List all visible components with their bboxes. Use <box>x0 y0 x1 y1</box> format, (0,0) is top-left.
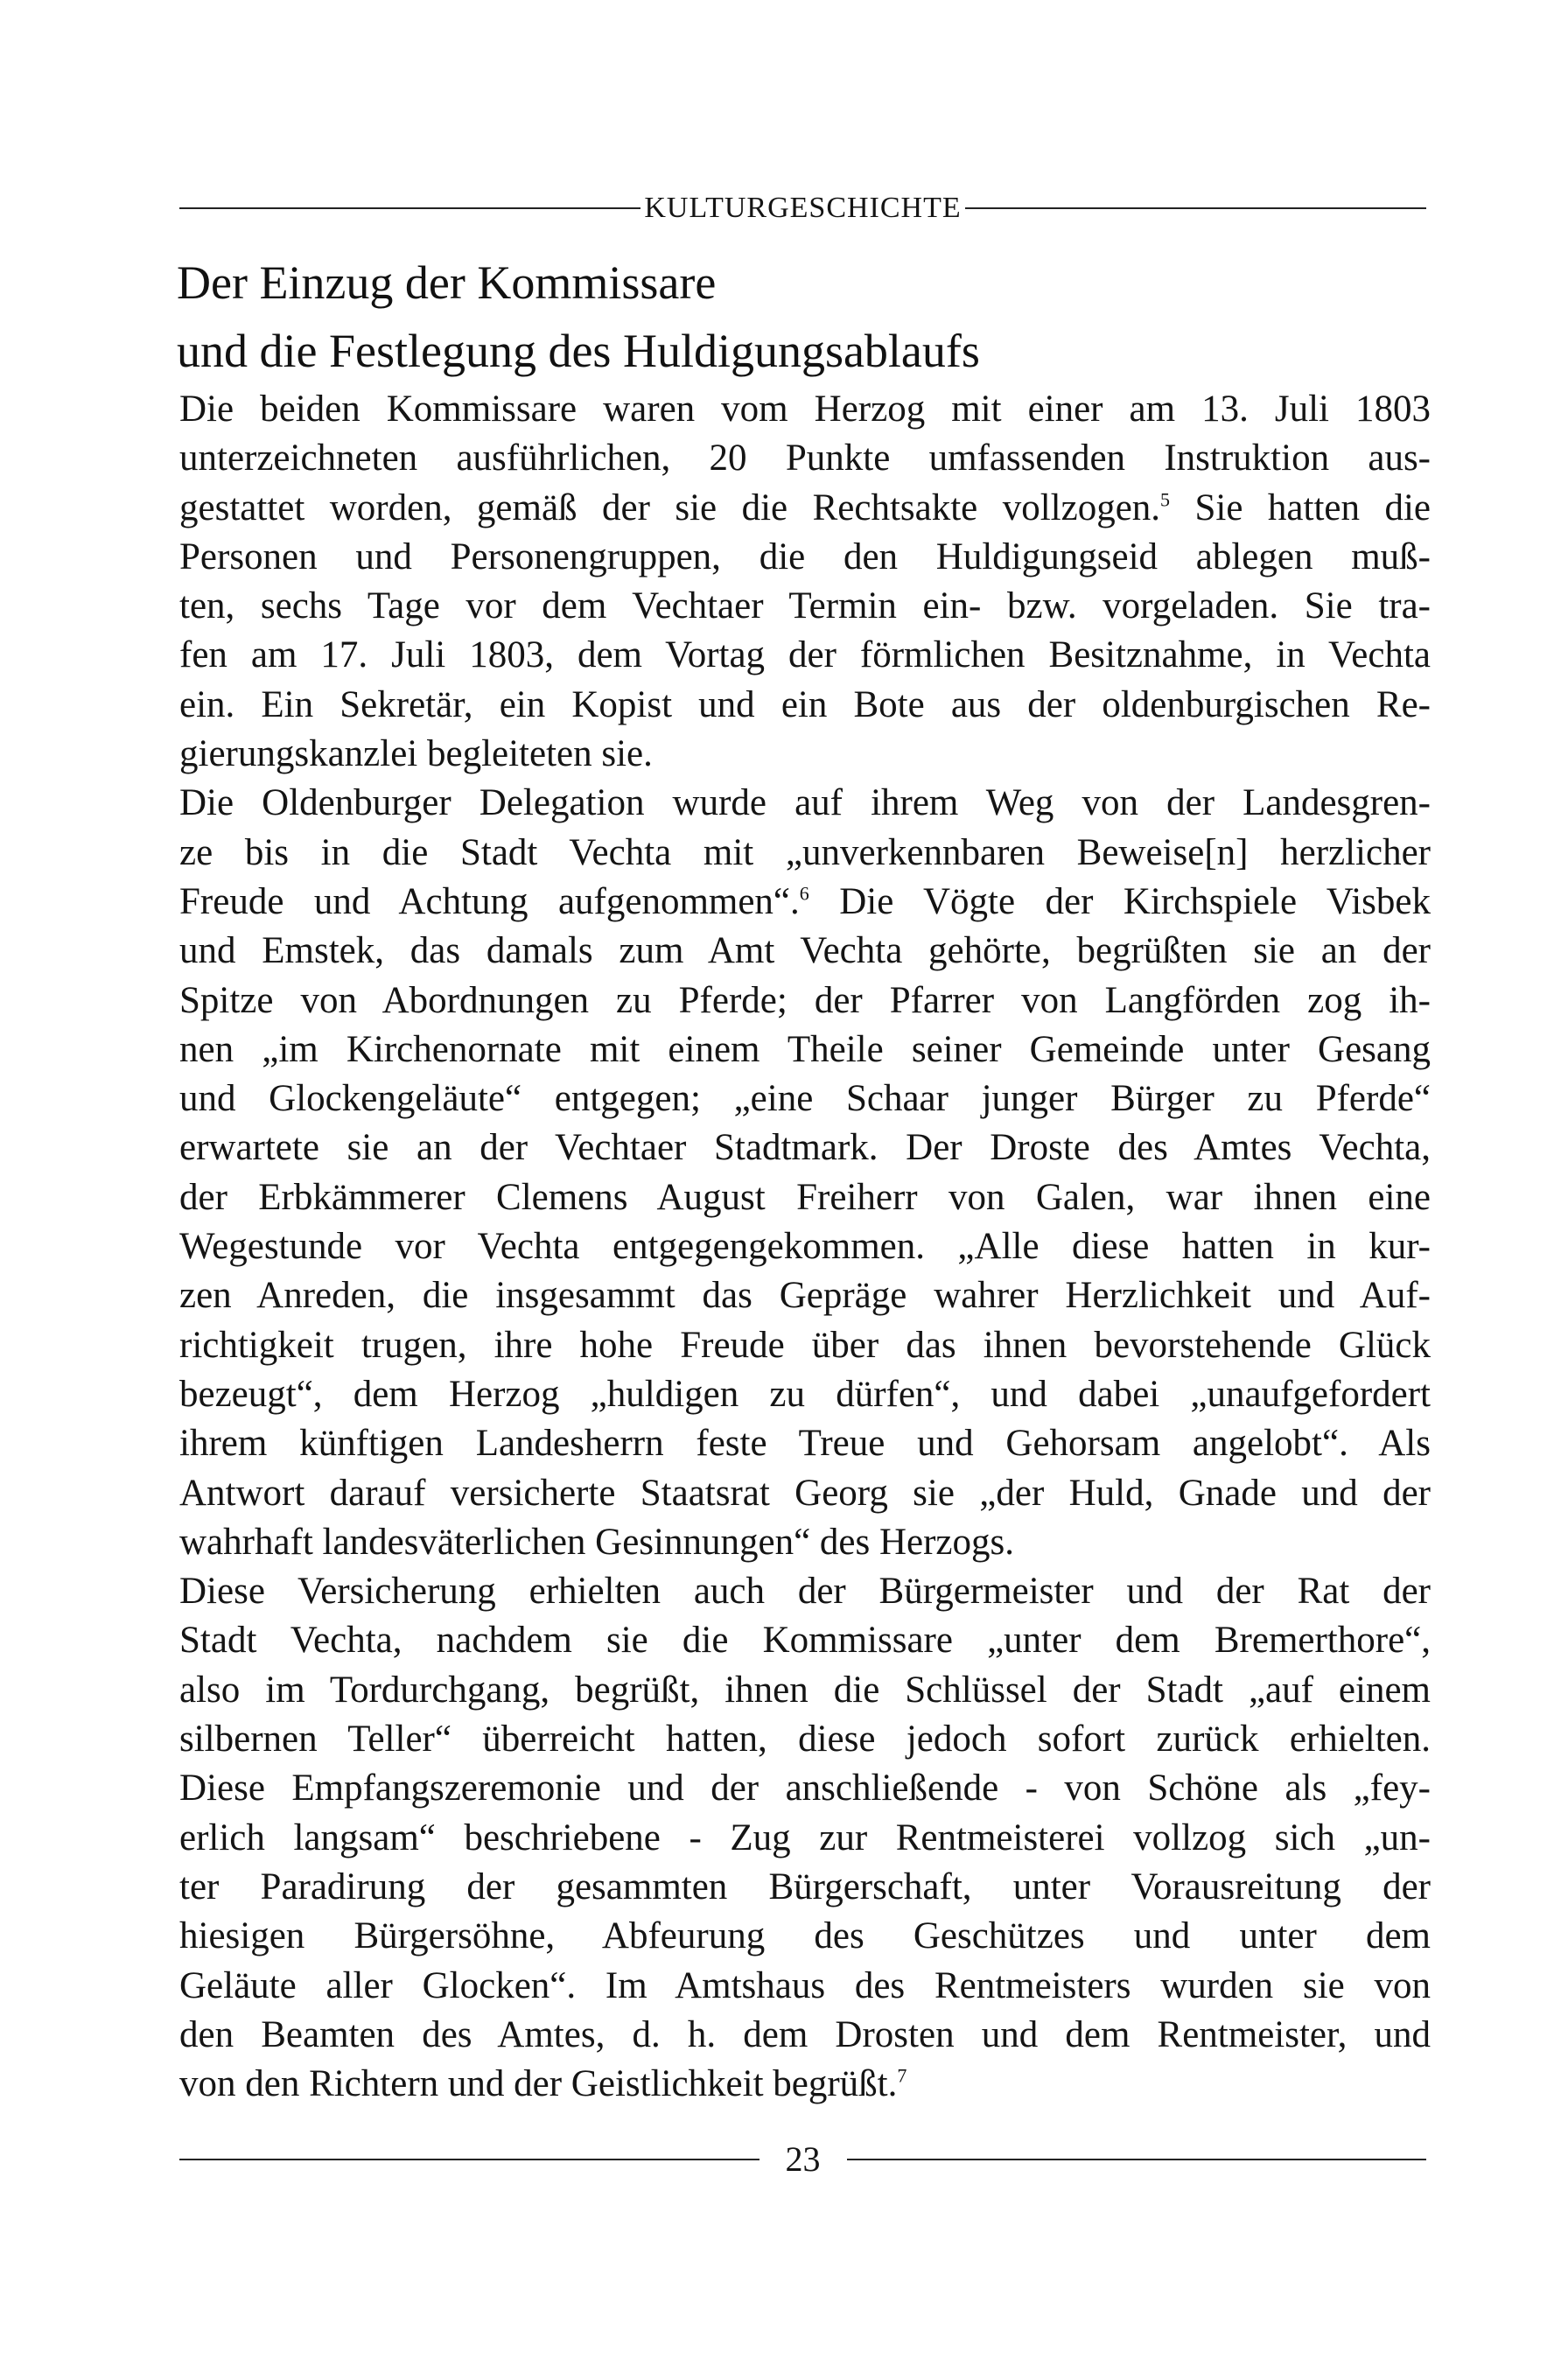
text-line <box>179 1863 1431 1912</box>
line-text: Diese Empfangszeremonie und der anschließende - von Schöne als „fey- <box>179 1768 1431 1810</box>
text-line <box>179 681 1431 730</box>
line-text: gestattet worden, gemäß der sie die Rechtsakte vollzogen. <box>179 486 1161 528</box>
line-text: unterzeichneten ausführlichen, 20 Punkte umfassenden Instruktion aus- <box>179 438 1431 480</box>
page-footer <box>179 2133 1426 2186</box>
line-text: nen „im Kirchenornate mit einem Theile seiner Gemeinde unter Gesang <box>179 1028 1431 1070</box>
line-text: ein. Ein Sekretär, ein Kopist und ein Bote aus der oldenburgischen Re- <box>179 683 1431 725</box>
text-line <box>179 582 1431 631</box>
line-text: ter Paradirung der gesammten Bürgerschaft, unter Vorausreitung der <box>179 1866 1431 1908</box>
line-text: richtigkeit trugen, ihre hohe Freude über das ihnen bevorstehende Glück <box>179 1324 1431 1366</box>
text-line <box>179 1962 1431 2011</box>
text-line <box>179 2060 1431 2109</box>
text-line <box>179 1173 1431 1222</box>
text-line <box>179 385 1431 434</box>
footnote-marker: 7 <box>897 2064 907 2087</box>
line-text-continued: Sie hatten die <box>1170 486 1431 528</box>
footer-rule-left <box>179 2159 760 2160</box>
text-line <box>179 631 1431 680</box>
line-text-continued: Die Vögte der Kirchspiele Visbek <box>808 880 1431 922</box>
line-text: ten, sechs Tage vor dem Vechtaer Termin ein- bzw. vorgeladen. Sie tra- <box>179 585 1431 627</box>
text-line <box>179 1370 1431 1419</box>
header-rule-left <box>179 207 640 209</box>
header-rule-right <box>965 207 1426 209</box>
text-line <box>179 1666 1431 1715</box>
text-line <box>179 1124 1431 1172</box>
line-text: ze bis in die Stadt Vechta mit „unverkennbaren Beweise[n] herzlicher <box>179 831 1431 873</box>
text-line <box>179 1419 1431 1468</box>
line-text: bezeugt“, dem Herzog „huldigen zu dürfen“, und dabei „unaufgefordert <box>179 1373 1431 1415</box>
text-line <box>179 1567 1431 1616</box>
text-line <box>179 1074 1431 1124</box>
line-text: Freude und Achtung aufgenommen“. <box>179 880 800 922</box>
page-number: 23 <box>785 2139 821 2179</box>
text-line <box>179 829 1431 878</box>
line-text: von den Richtern und der Geistlichkeit begrüßt. <box>179 2063 898 2105</box>
text-line <box>179 1764 1431 1813</box>
running-header <box>179 184 1426 233</box>
footer-rule-right <box>847 2159 1427 2160</box>
title-line-2: und die Festlegung des Huldigungsablaufs <box>177 325 980 377</box>
paragraph <box>179 385 1431 779</box>
line-text: Wegestunde vor Vechta entgegengekommen. „Alle diese hatten in kur- <box>179 1226 1431 1268</box>
line-text: ihrem künftigen Landesherrn feste Treue und Gehorsam angelobt“. Als <box>179 1423 1431 1465</box>
line-text: und Glockengeläute“ entgegen; „eine Schaar junger Bürger zu Pferde“ <box>179 1078 1431 1120</box>
line-text: also im Tordurchgang, begrüßt, ihnen die Schlüssel der Stadt „auf einem <box>179 1669 1431 1711</box>
line-text: Antwort darauf versicherte Staatsrat Georg sie „der Huld, Gnade und der <box>179 1472 1431 1514</box>
text-line <box>179 779 1431 828</box>
text-line <box>179 434 1431 483</box>
text-line <box>179 1715 1431 1764</box>
text-line <box>179 976 1431 1026</box>
body-text <box>179 385 1431 2109</box>
line-text: erwartete sie an der Vechtaer Stadtmark. Der Droste des Amtes Vechta, <box>179 1127 1431 1169</box>
line-text: gierungskanzlei begleiteten sie. <box>179 733 653 775</box>
text-line <box>179 1321 1431 1370</box>
line-text: der Erbkämmerer Clemens August Freiherr von Galen, war ihnen eine <box>179 1176 1431 1218</box>
section-label: KULTURGESCHICHTE <box>644 192 962 224</box>
paragraph <box>179 1567 1431 2109</box>
line-text: und Emstek, das damals zum Amt Vechta gehörte, begrüßten sie an der <box>179 930 1431 972</box>
line-text: Stadt Vechta, nachdem sie die Kommissare „unter dem Bremerthore“, <box>179 1620 1431 1662</box>
line-text: den Beamten des Amtes, d. h. dem Drosten und dem Rentmeister, und <box>179 2013 1431 2055</box>
text-line <box>179 730 1431 779</box>
text-line <box>179 1912 1431 1961</box>
text-line <box>179 878 1431 927</box>
line-text: wahrhaft landesväterlichen Gesinnungen“ des Herzogs. <box>179 1521 1014 1563</box>
text-line <box>179 1271 1431 1320</box>
text-line <box>179 1222 1431 1271</box>
text-line <box>179 1814 1431 1863</box>
footnote-marker: 6 <box>799 882 809 905</box>
text-line <box>179 1616 1431 1665</box>
line-text: Personen und Personengruppen, die den Huldigungseid ablegen muß- <box>179 536 1431 578</box>
text-line <box>179 927 1431 976</box>
text-line <box>179 533 1431 582</box>
line-text: Geläute aller Glocken“. Im Amtshaus des Rentmeisters wurden sie von <box>179 1964 1431 2006</box>
text-line <box>179 484 1431 533</box>
text-line <box>179 1469 1431 1518</box>
text-line <box>179 1518 1431 1567</box>
line-text: fen am 17. Juli 1803, dem Vortag der förmlichen Besitznahme, in Vechta <box>179 634 1431 676</box>
title-line-1: Der Einzug der Kommissare <box>177 256 717 309</box>
line-text: Die Oldenburger Delegation wurde auf ihrem Weg von der Landesgren- <box>179 782 1431 824</box>
line-text: hiesigen Bürgersöhne, Abfeurung des Geschützes und unter dem <box>179 1915 1431 1957</box>
line-text: erlich langsam“ beschriebene - Zug zur Rentmeisterei vollzog sich „un- <box>179 1816 1431 1858</box>
text-line <box>179 2011 1431 2060</box>
line-text: zen Anreden, die insgesammt das Gepräge wahrer Herzlichkeit und Auf- <box>179 1275 1431 1317</box>
article-title <box>177 248 1428 385</box>
line-text: Spitze von Abordnungen zu Pferde; der Pfarrer von Langförden zog ih- <box>179 979 1431 1021</box>
line-text: Die beiden Kommissare waren vom Herzog mit einer am 13. Juli 1803 <box>179 388 1431 430</box>
line-text: Diese Versicherung erhielten auch der Bürgermeister und der Rat der <box>179 1571 1431 1613</box>
footnote-marker: 5 <box>1160 488 1171 511</box>
text-line <box>179 1026 1431 1074</box>
paragraph <box>179 779 1431 1567</box>
line-text: silbernen Teller“ überreicht hatten, diese jedoch sofort zurück erhielten. <box>179 1718 1431 1760</box>
